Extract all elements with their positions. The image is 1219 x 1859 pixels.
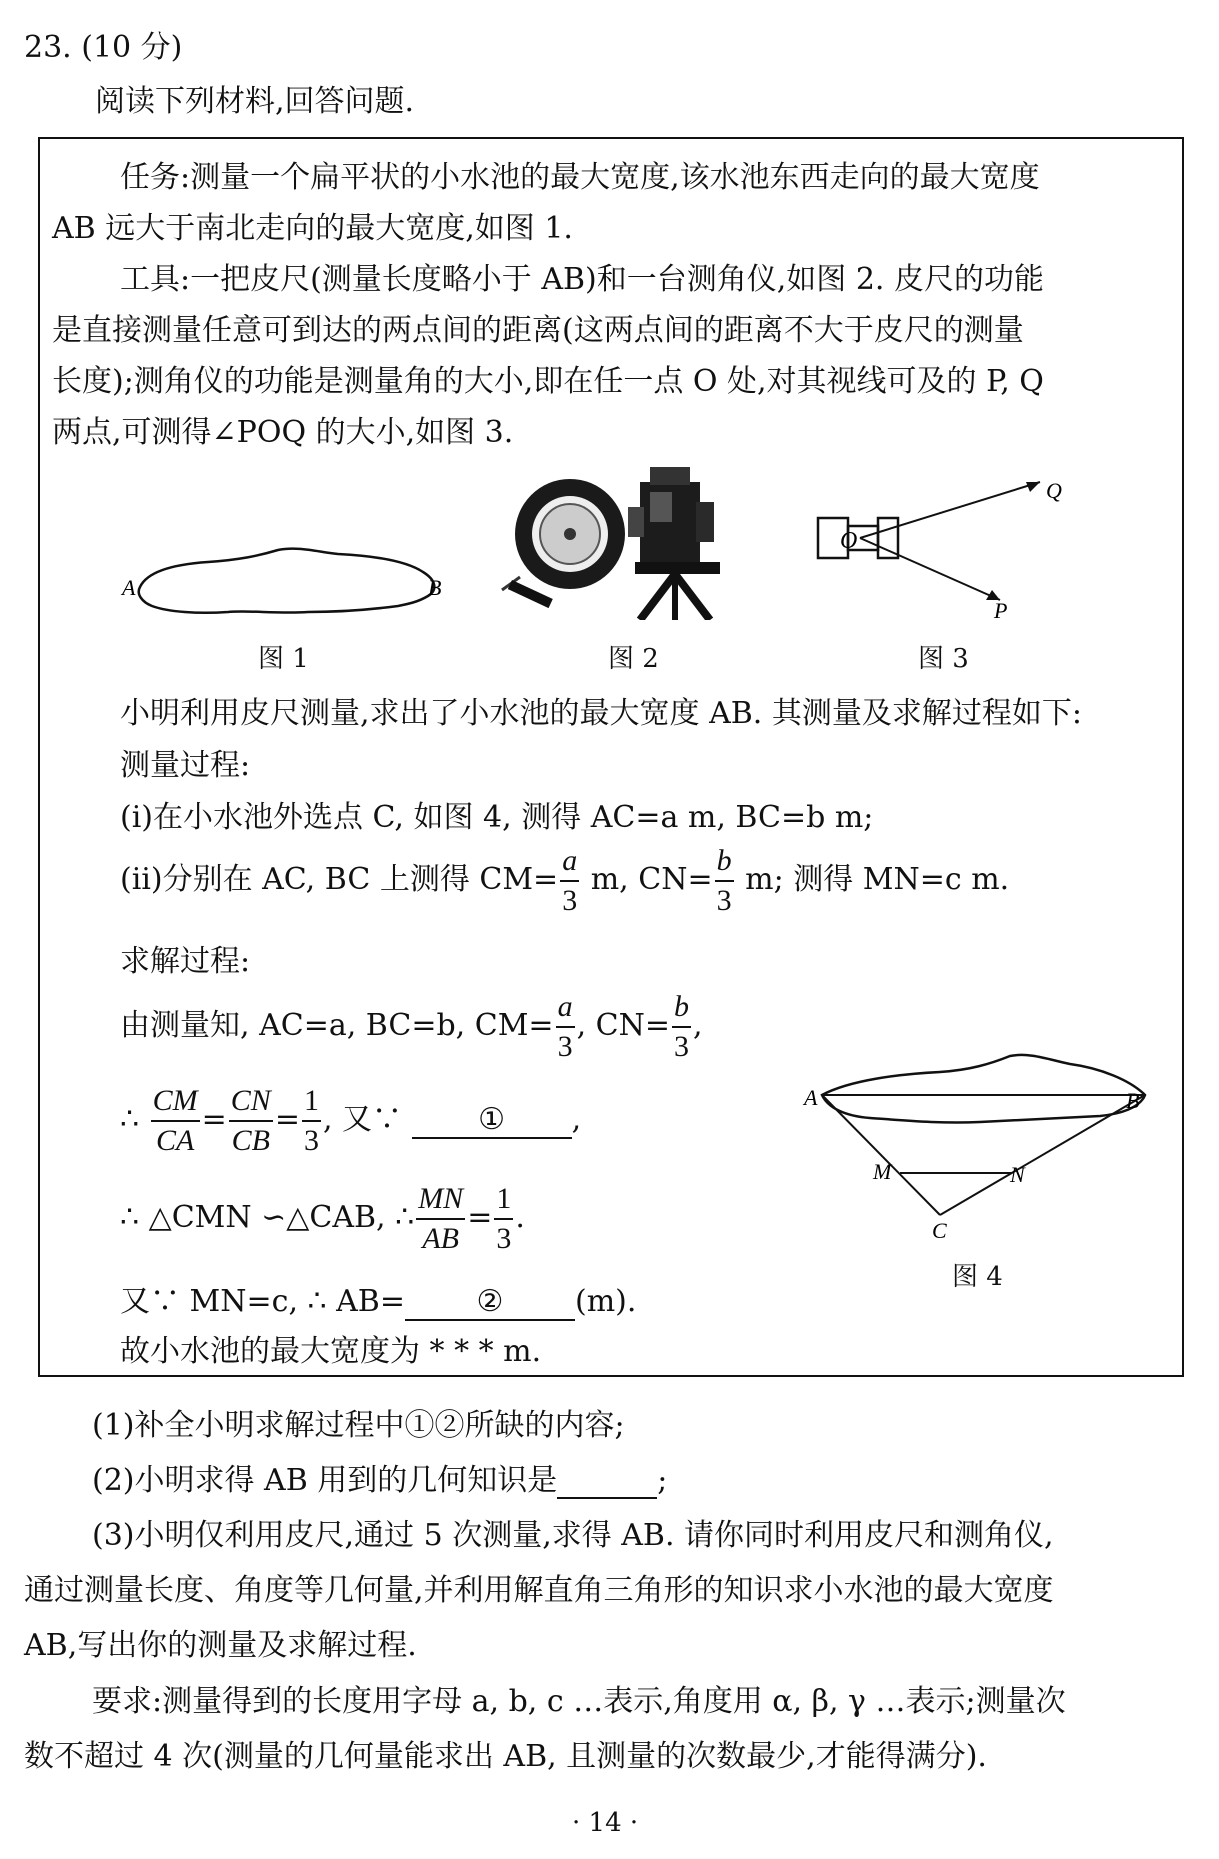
blank-1[interactable]: ①	[412, 1102, 572, 1139]
solve-4-suffix: (m).	[575, 1284, 637, 1319]
solve-line-2	[120, 1082, 581, 1160]
solve-3-end: .	[515, 1200, 525, 1235]
figure-1-caption: 图 1	[258, 644, 309, 674]
fig4-label-c: C	[932, 1218, 947, 1243]
solve-line-4	[120, 1276, 636, 1321]
fig4-label-b: B	[1126, 1088, 1140, 1113]
frac-cn-cb: $\frac{CN}{CB}$	[230, 1084, 271, 1157]
tool-line-3: 长度);测角仪的功能是测量角的大小,即在任一点 O 处,对其视线可及的 P, Q	[52, 364, 1044, 399]
measure-title: 测量过程:	[120, 748, 251, 783]
task-line-2: AB 远大于南北走向的最大宽度,如图 1.	[52, 211, 573, 246]
question-2	[92, 1455, 667, 1499]
step-2-frac-b: $\frac{b}{3}$	[716, 844, 732, 917]
page-number: · 14 ·	[572, 1808, 639, 1838]
solve-line-1	[120, 988, 703, 1066]
step-2-frac-a: $\frac{a}{3}$	[562, 844, 578, 917]
q2-suffix: ;	[657, 1463, 668, 1498]
question-3-line-2: 通过测量长度、角度等几何量,并利用解直角三角形的知识求小水池的最大宽度	[24, 1573, 1054, 1608]
fig1-label-a: A	[122, 575, 136, 600]
step-2-mid: m, CN=	[581, 862, 713, 897]
ming-line: 小明利用皮尺测量,求出了小水池的最大宽度 AB. 其测量及求解过程如下:	[120, 696, 1082, 731]
solve-1-mid: , CN=	[576, 1008, 670, 1043]
figure-1-pond	[118, 540, 458, 630]
solve-3-prefix: ∴ △CMN ∽△CAB, ∴	[120, 1200, 415, 1235]
blank-2[interactable]: ②	[405, 1284, 575, 1321]
figure-4-triangle	[800, 1050, 1160, 1250]
eq-3: =	[467, 1200, 493, 1235]
solve-title: 求解过程:	[120, 944, 251, 979]
question-1: (1)补全小明求解过程中①②所缺的内容;	[92, 1408, 625, 1443]
fig3-label-p: P	[994, 598, 1008, 620]
solve-line-3	[120, 1180, 525, 1258]
frac-cm-ca: $\frac{CM}{CA}$	[152, 1084, 198, 1157]
task-line-1: 任务:测量一个扁平状的小水池的最大宽度,该水池东西走向的最大宽度	[120, 160, 1040, 195]
figure-2-caption: 图 2	[608, 644, 659, 674]
frac-one-third: $\frac{1}{3}$	[303, 1084, 319, 1157]
frac-mn-ab: $\frac{MN}{AB}$	[418, 1182, 464, 1255]
figure-4-caption: 图 4	[952, 1262, 1003, 1292]
because-text: , 又∵	[322, 1102, 403, 1137]
tool-line-2: 是直接测量任意可到达的两点间的距离(这两点间的距离不大于皮尺的测量	[52, 313, 1024, 348]
step-1: (ⅰ)在小水池外选点 C, 如图 4, 测得 AC=a m, BC=b m;	[120, 800, 874, 835]
tool-line-4: 两点,可测得∠POQ 的大小,如图 3.	[52, 415, 514, 450]
question-3-line-1: (3)小明仅利用皮尺,通过 5 次测量,求得 AB. 请你同时利用皮尺和测角仪,	[92, 1518, 1054, 1553]
figure-3-angle	[810, 470, 1070, 620]
fig4-label-m: M	[873, 1159, 892, 1184]
tool-line-1: 工具:一把皮尺(测量长度略小于 AB)和一台测角仪,如图 2. 皮尺的功能	[120, 262, 1044, 297]
fig1-label-b: B	[428, 575, 442, 600]
frac-one-third-2: $\frac{1}{3}$	[496, 1182, 512, 1255]
eq-2: =	[274, 1102, 300, 1137]
solve-2-end: ,	[571, 1102, 582, 1137]
fig4-label-n: N	[1010, 1162, 1025, 1187]
requirement-line-2: 数不超过 4 次(测量的几何量能求出 AB, 且测量的次数最少,才能得满分).	[24, 1739, 987, 1774]
eq-1: =	[201, 1102, 227, 1137]
solve-1-suffix: ,	[693, 1008, 703, 1043]
fig3-label-o: O	[840, 528, 858, 554]
tape-measure-icon	[502, 479, 625, 608]
figure-2-instruments	[500, 462, 750, 620]
step-2	[120, 842, 1009, 920]
requirement-line-1: 要求:测量得到的长度用字母 a, b, c …表示,角度用 α, β, γ …表示;测量次	[92, 1684, 1066, 1719]
q2-prefix: (2)小明求得 AB 用到的几何知识是	[92, 1463, 558, 1498]
step-2-suffix: m; 测得 MN=c m.	[735, 862, 1010, 897]
fig3-label-q: Q	[1046, 478, 1062, 503]
solve-1-prefix: 由测量知, AC=a, BC=b, CM=	[120, 1008, 554, 1043]
solve-line-5: 故小水池的最大宽度为 * * * m.	[120, 1334, 542, 1369]
q2-blank[interactable]	[557, 1467, 657, 1499]
step-2-prefix: (ⅱ)分别在 AC, BC 上测得 CM=	[120, 862, 559, 897]
solve-1-frac-a: $\frac{a}{3}$	[557, 990, 573, 1063]
question-number: 23. (10 分)	[24, 30, 183, 65]
figure-3-caption: 图 3	[918, 644, 969, 674]
question-3-line-3: AB,写出你的测量及求解过程.	[24, 1628, 417, 1663]
theodolite-icon	[628, 467, 720, 620]
fig4-label-a: A	[804, 1085, 818, 1110]
therefore-sign: ∴	[120, 1102, 140, 1137]
solve-4-prefix: 又∵ MN=c, ∴ AB=	[120, 1284, 405, 1319]
intro-text: 阅读下列材料,回答问题.	[95, 84, 415, 119]
solve-1-frac-b: $\frac{b}{3}$	[674, 990, 689, 1063]
